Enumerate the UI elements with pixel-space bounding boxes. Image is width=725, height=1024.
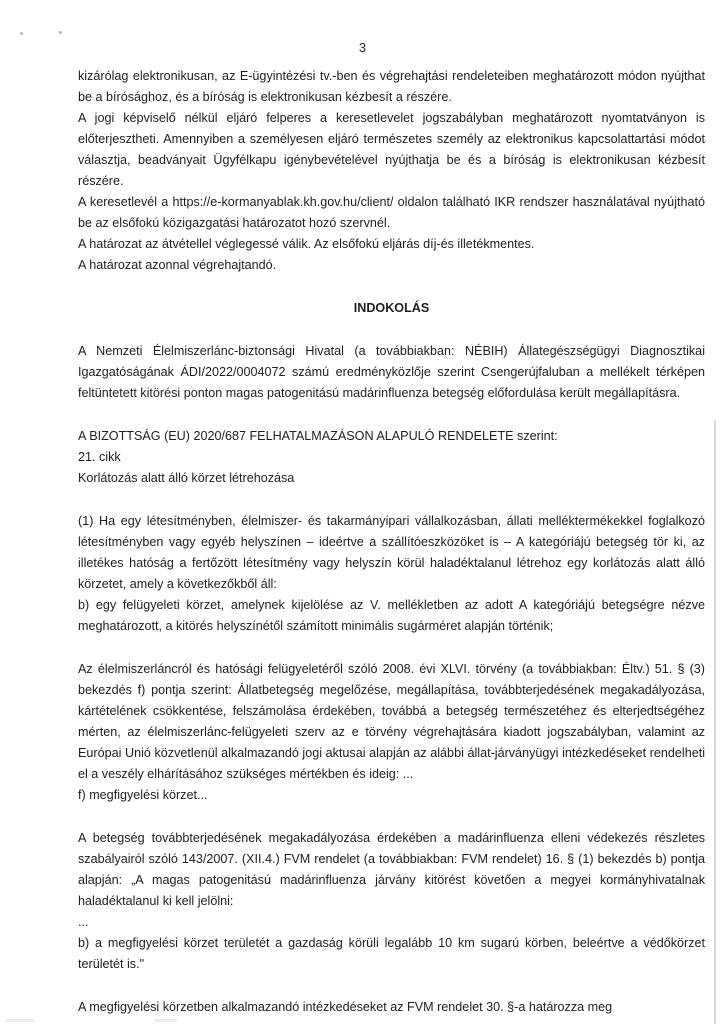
scan-edge-line: [714, 420, 716, 1024]
fvm-point-b: b) a megfigyelési körzet területét a gazdaság körüli legalább 10 km sugarú körben, beleértve a védőkörzet területét is.": [78, 936, 705, 971]
paragraph-ikr-submission: A keresetlevél a https://e-kormanyablak.kh.gov.hu/client/ oldalon található IKR rendszer használatával nyújtható be az elsőfokú közigazgatási határozatot hozó szervnél.: [78, 195, 705, 230]
fvm-ellipsis: ...: [78, 915, 89, 929]
spacer: [78, 404, 705, 426]
spacer: [78, 975, 705, 997]
paragraph-closing: A megfigyelési körzetben alkalmazandó intézkedéseket az FVM rendelet 30. §-a határozza meg: [78, 1000, 613, 1014]
paragraph-enforcement: A határozat azonnal végrehajtandó.: [78, 258, 277, 272]
scan-speck: [20, 32, 23, 35]
spacer: [78, 276, 705, 298]
eltv-point-f: f) megfigyelési körzet...: [78, 788, 208, 802]
scan-artifact: [155, 1019, 177, 1022]
eu-regulation-title: A BIZOTTSÁG (EU) 2020/687 FELHATALMAZÁSON ALAPULÓ RENDELETE szerint:: [78, 429, 558, 443]
paragraph-finality: A határozat az átvétellel véglegessé válik. Az elsőfokú eljárás díj-és illetékmentes.: [78, 237, 535, 251]
spacer: [78, 319, 705, 341]
paragraph-self-representation: A jogi képviselő nélkül eljáró felperes a keresetlevelet jogszabályban meghatározott nyomtatványon is előterjesztheti. Amennyiben a személyesen eljáró természetes személy az elektronikus kapcsolattartási módot választja, beadványait Ügyfélkapu igénybevételével nyújthatja be és a bíróság is elektronikusan kézbesít részére.: [78, 111, 705, 188]
spacer: [78, 489, 705, 511]
eu-regulation-point-b: b) egy felügyeleti körzet, amelynek kijelölése az V. mellékletben az adott A kategóriájú betegségre nézve meghatározott, a kitörés helyszínétől számított minimális sugárméret alapján történik;: [78, 598, 705, 633]
eu-regulation-article-title: Korlátozás alatt álló körzet létrehozása: [78, 471, 295, 485]
eu-regulation-article: 21. cikk: [78, 450, 121, 464]
section-heading-indokolas: INDOKOLÁS: [353, 301, 430, 315]
paragraph-electronic-submission: kizárólag elektronikusan, az E-ügyintézési tv.-ben és végrehajtási rendeleteiben meghatározott módon nyújthat be a bírósághoz, és a bíróság is elektronikusan kézbesít a részére.: [78, 69, 705, 104]
paragraph-eltv: Az élelmiszerláncról és hatósági felügyeletéről szóló 2008. évi XLVI. törvény (a továbbiakban: Éltv.) 51. § (3) bekezdés f) pontja szerint: Állatbetegség megelőzése, megállapítása, továbbterjedésének megakadályozása, kártételének csökkentése, felszámolása érdekében, továbbá a betegség természetéhez és elterjedtségéhez mérten, az élelmiszerlánc-felügyeleti szerv az e törvény végrehajtására kiadott jogszabályban, valamint az Európai Unió közvetlenül alkalmazandó jogi aktusai alapján az alábbi állat-járványügyi intézkedéseket rendelheti el a veszély elhárításához szükséges mértékben és ideig: ...: [78, 662, 705, 781]
scan-speck: [59, 31, 62, 34]
document-body: [78, 66, 705, 1018]
spacer: [78, 637, 705, 659]
paragraph-reasoning-intro: A Nemzeti Élelmiszerlánc-biztonsági Hivatal (a továbbiakban: NÉBIH) Állategészségügyi Diagnosztikai Igazgatóságának ÁDI/2022/0004072 számú eredményközlője szerint Csengerújfaluban a mellékelt térképen feltüntetett kitörési ponton magas patogenitású madárinfluenza betegség előfordulása került megállapításra.: [78, 344, 705, 400]
scan-artifact: [6, 1019, 34, 1022]
page-number: 3: [358, 40, 367, 55]
eu-regulation-point-1: (1) Ha egy létesítményben, élelmiszer- és takarmányipari vállalkozásban, állati melléktermékekkel foglalkozó létesítményben vagy egyéb helyszínen – ideértve a szállítóeszközöket is – A kategóriájú betegség tör ki, az illetékes hatóság a fertőzött létesítmény vagy helyszín körül haladéktalanul létrehoz egy korlátozás alatt álló körzetet, amely a következőkből áll:: [78, 514, 705, 591]
paragraph-fvm: A betegség továbbterjedésének megakadályozása érdekében a madárinfluenza elleni védekezés részletes szabályairól szóló 143/2007. (XII.4.) FVM rendelet (a továbbiakban: FVM rendelet) 16. § (1) bekezdés b) pontja alapján: „A magas patogenitású madárinfluenza járvány kitörést követően a megyei kormányhivatalnak haladéktalanul ki kell jelölni:: [78, 831, 705, 908]
spacer: [78, 806, 705, 828]
